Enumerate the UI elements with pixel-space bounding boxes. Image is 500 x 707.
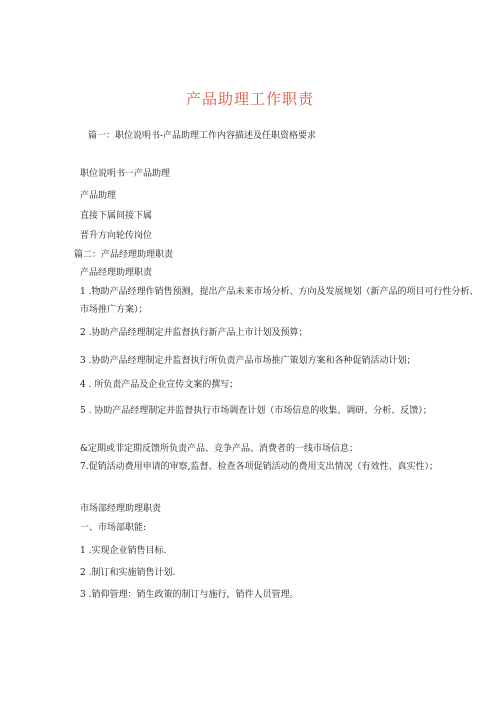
list-item: &定期或非定期反馈所负责产品、竞争产品、消费者的一线市场信息； xyxy=(80,444,359,454)
list-item: 1 .物助产品经理作销售预测，提出产品未来市场分析、方向及发展规划（新产品的项目可行性分析、市场推广方案）； xyxy=(80,287,479,315)
list-item: 3 .协助产品经理制定并监督执行所负责产品市场推广策划方案和各种促销活动计划； xyxy=(80,356,416,366)
job-reports: 直接下属间接下属 xyxy=(80,211,153,221)
list-item: 2 .制订和实施销售计划. xyxy=(80,568,176,578)
subtitle: 篇一：职位说明书-产品助理工作内容描述及任职资格要求 xyxy=(88,131,317,141)
list-item: 5 . 协助产品经理制定并监督执行市场调查计划（市场信息的收集、调研、分析、反馈）； xyxy=(80,406,432,416)
part3-heading: 市场部经理助理职责 xyxy=(80,504,162,514)
list-item: 3 .销仰管理：销生政策的制订与施行，销件人员管理。 xyxy=(80,590,299,600)
job-header: 职位说明书一产品助理 xyxy=(80,169,171,179)
list-item: 7.促销活动费用申请的审察,监督、检查各项促销活动的费用支出情况（有效性、真实性）； xyxy=(80,462,438,472)
list-item: 4 . 所负责产品及企业宣传文案的撰写； xyxy=(80,380,239,390)
part3-section: 一、市场部职能: xyxy=(80,523,147,533)
job-position: 产品助理 xyxy=(80,191,117,201)
list-item: 1 .实现企业销售目标. xyxy=(80,546,167,556)
document-title: 产品助理工作职责 xyxy=(185,90,314,108)
list-item: 2 .协助产品经理制定并监督执行新产品上市计划及预算； xyxy=(80,328,308,338)
job-promotion: 晋升方向轮传岗位 xyxy=(80,231,153,241)
part2-subheading: 产品经理助理职责 xyxy=(80,268,153,278)
part2-heading: 篇二：产品经理助理职责 xyxy=(74,250,174,260)
